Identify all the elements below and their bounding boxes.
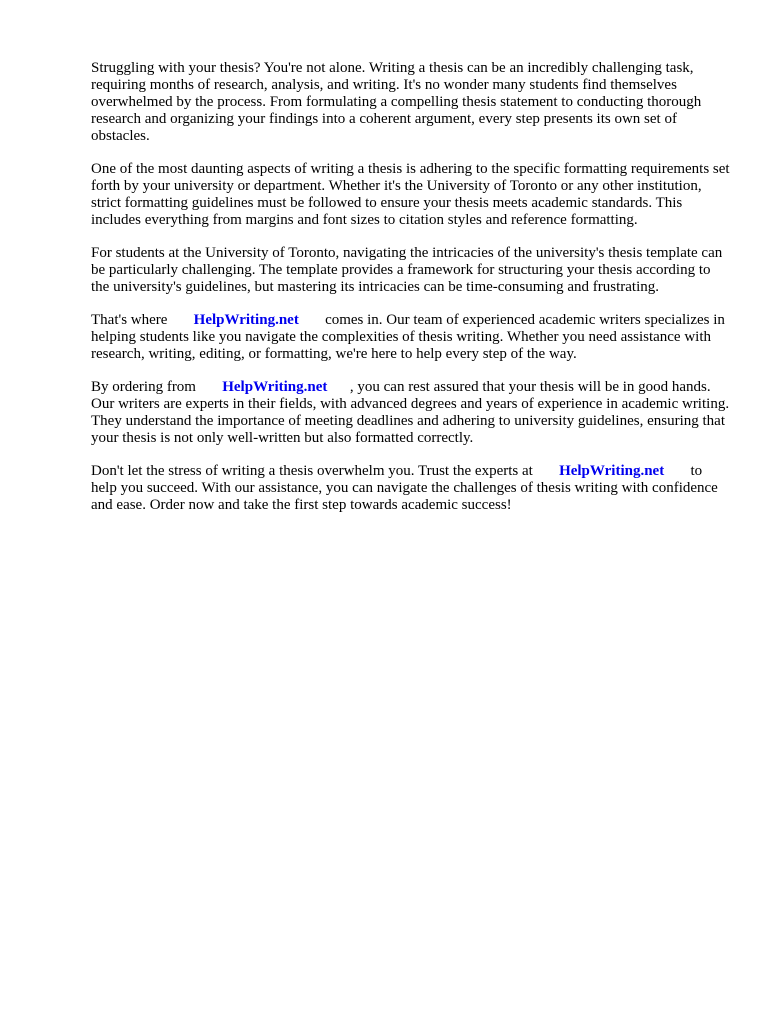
paragraph-text: That's where bbox=[91, 312, 168, 328]
paragraph-closing bbox=[91, 463, 731, 514]
paragraph-text: By ordering from bbox=[91, 379, 196, 395]
paragraph-toronto-template: For students at the University of Toronto, navigating the intricacies of the university's thesis template can be particularly challenging. The template provides a framework for structuring your thesis according to the university's guidelines, but mastering its intricacies can be time-consuming and frustrating. bbox=[91, 245, 723, 295]
helpwriting-link[interactable]: HelpWriting.net bbox=[193, 312, 299, 328]
paragraph-text: , you can rest assured that your thesis will be in good hands. Our writers are experts in their fields, with advanced degrees and years of experience in academic writing. They understand the importance of meeting deadlines and adhering to university guidelines, ensuring that your thesis is not only well-written but also formatted correctly. bbox=[91, 379, 730, 446]
paragraph-formatting: One of the most daunting aspects of writing a thesis is adhering to the specific formatting requirements set forth by your university or department. Whether it's the University of Toronto or any other institution, strict formatting guidelines must be followed to ensure your thesis meets academic standards. This includes everything from margins and font sizes to citation styles and reference formatting. bbox=[91, 161, 730, 228]
paragraph-text: comes in. Our team of experienced academic writers specializes in helping students like you navigate the complexities of thesis writing. Whether you need assistance with research, writing, editing, or formatting, we're here to help every step of the way. bbox=[91, 312, 725, 362]
helpwriting-link[interactable]: HelpWriting.net bbox=[559, 463, 665, 479]
paragraph-ordering bbox=[91, 379, 731, 447]
paragraph-service-intro bbox=[91, 312, 731, 363]
document-body bbox=[91, 60, 731, 530]
paragraph-intro: Struggling with your thesis? You're not alone. Writing a thesis can be an incredibly challenging task, requiring months of research, analysis, and writing. It's no wonder many students find themselves overwhelmed by the process. From formulating a compelling thesis statement to conducting thorough research and organizing your findings into a coherent argument, every step presents its own set of obstacles. bbox=[91, 60, 702, 144]
paragraph-text: Don't let the stress of writing a thesis overwhelm you. Trust the experts at bbox=[91, 463, 533, 479]
helpwriting-link[interactable]: HelpWriting.net bbox=[222, 379, 328, 395]
paragraph-text: to help you succeed. With our assistance, you can navigate the challenges of thesis writing with confidence and ease. Order now and take the first step towards academic success! bbox=[91, 463, 718, 513]
